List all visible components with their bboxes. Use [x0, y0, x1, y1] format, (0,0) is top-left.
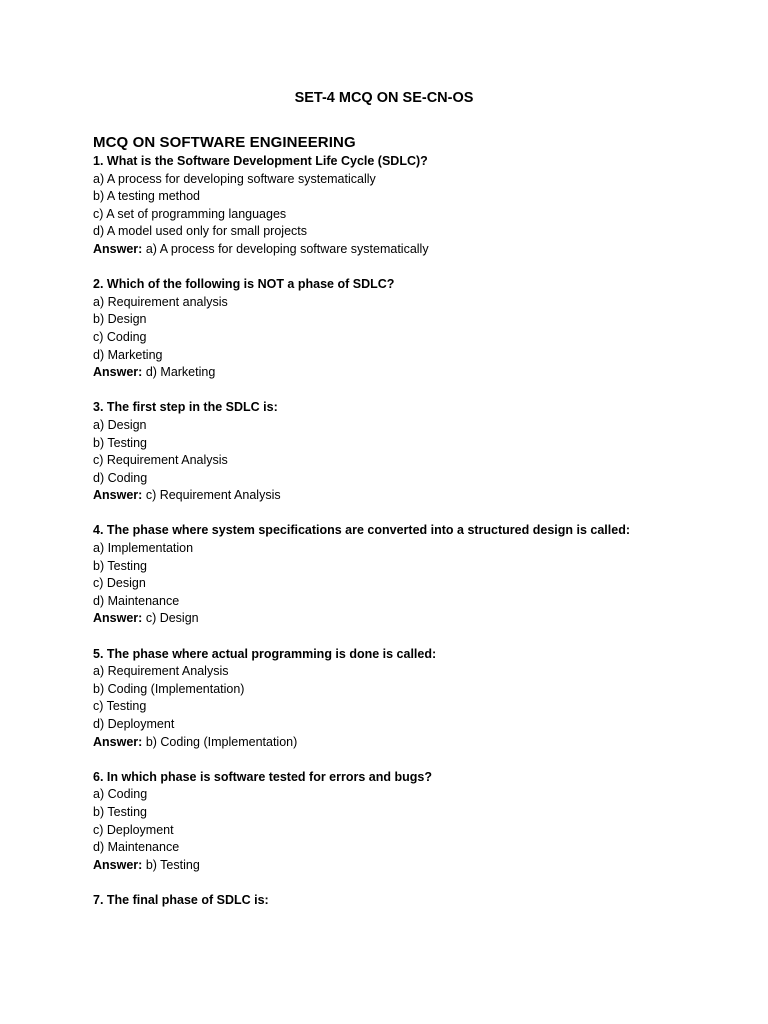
document-title: SET-4 MCQ ON SE-CN-OS	[294, 90, 474, 106]
option-d: d) Maintenance	[93, 593, 180, 608]
question-text: 6. In which phase is software tested for errors and bugs?	[93, 769, 432, 784]
question-block	[93, 769, 708, 875]
option-b: b) Design	[93, 312, 147, 327]
option-b: b) A testing method	[93, 189, 201, 204]
option-a: a) Design	[93, 417, 147, 432]
question-text: 7. The final phase of SDLC is:	[93, 892, 269, 907]
option-b: b) Testing	[93, 435, 147, 450]
option-b: b) Testing	[93, 558, 147, 573]
option-a: a) Requirement Analysis	[93, 664, 229, 679]
question-block	[93, 646, 708, 752]
option-a: a) Implementation	[93, 541, 194, 556]
answer-line	[93, 241, 708, 259]
option-d: d) Marketing	[93, 347, 163, 362]
answer-line	[93, 610, 708, 628]
question-block	[93, 892, 708, 910]
option-c: c) Testing	[93, 699, 147, 714]
option-d: d) Deployment	[93, 717, 175, 731]
option-c: c) Design	[93, 576, 146, 591]
option-c: c) Coding	[93, 329, 147, 344]
answer-line	[93, 364, 708, 382]
question-text: 4. The phase where system specifications are converted into a structured design is called:	[93, 523, 630, 538]
option-d: d) Coding	[93, 470, 148, 485]
answer-label: Answer:	[93, 734, 143, 749]
answer-line	[93, 734, 708, 752]
question-text: 5. The phase where actual programming is done is called:	[93, 646, 437, 661]
answer-label: Answer:	[93, 857, 143, 872]
option-a: a) Coding	[93, 787, 148, 802]
answer-label: Answer:	[93, 241, 143, 256]
question-block	[93, 522, 708, 628]
option-c: c) Deployment	[93, 822, 174, 837]
question-text: 1. What is the Software Development Life Cycle (SDLC)?	[93, 154, 428, 168]
answer-label: Answer:	[93, 488, 143, 503]
answer-value: c) Design	[145, 611, 199, 626]
answer-label: Answer:	[93, 611, 143, 626]
section-heading: MCQ ON SOFTWARE ENGINEERING	[93, 134, 356, 151]
question-text: 2. Which of the following is NOT a phase of SDLC?	[93, 277, 395, 292]
question-block	[93, 399, 708, 505]
option-d: d) A model used only for small projects	[93, 224, 307, 239]
answer-value: b) Testing	[145, 857, 200, 872]
question-block	[93, 153, 708, 259]
answer-value: a) A process for developing software systematically	[145, 241, 429, 256]
option-b: b) Coding (Implementation)	[93, 681, 245, 696]
question-block	[93, 276, 708, 382]
option-c: c) A set of programming languages	[93, 206, 287, 221]
answer-label: Answer:	[93, 365, 143, 380]
answer-line	[93, 857, 708, 875]
question-text: 3. The first step in the SDLC is:	[93, 400, 278, 415]
answer-value: c) Requirement Analysis	[145, 488, 281, 503]
answer-value: b) Coding (Implementation)	[145, 734, 298, 749]
option-d: d) Maintenance	[93, 840, 180, 855]
option-a: a) Requirement analysis	[93, 294, 228, 309]
option-b: b) Testing	[93, 804, 147, 819]
option-a: a) A process for developing software systematically	[93, 171, 376, 186]
answer-line	[93, 487, 708, 505]
option-c: c) Requirement Analysis	[93, 453, 228, 468]
answer-value: d) Marketing	[145, 365, 216, 380]
